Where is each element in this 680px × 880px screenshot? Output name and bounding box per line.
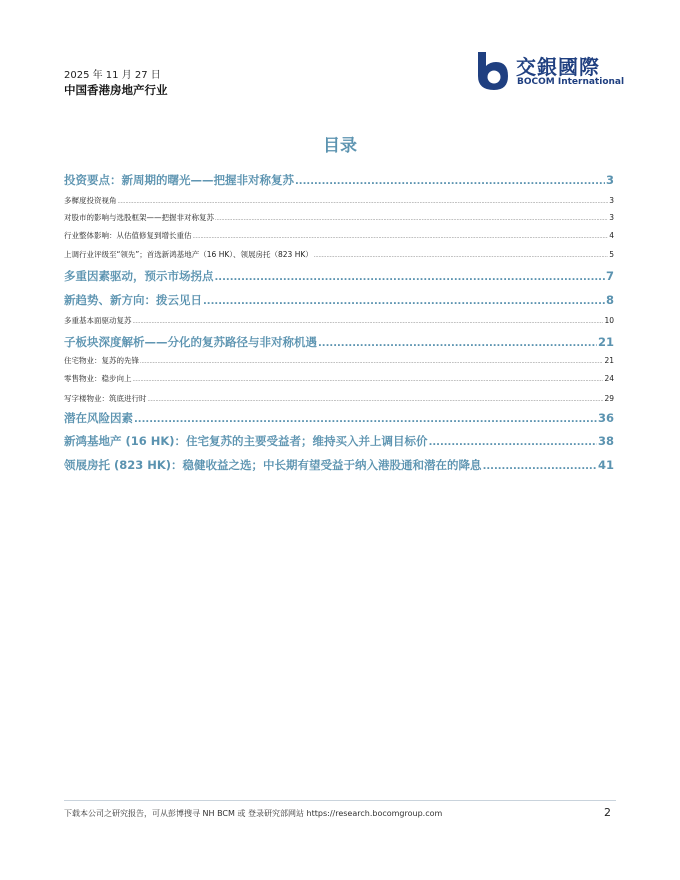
toc-dot-leader — [193, 234, 609, 240]
toc-entry-label: 写字楼物业：筑底进行时 — [64, 394, 147, 403]
toc-entry-label: 多重因素驱动，预示市场拐点 — [64, 269, 214, 283]
toc-entry-page: 24 — [604, 374, 614, 383]
toc-entry-label: 潜在风险因素 — [64, 411, 133, 425]
toc-entry-page: 10 — [604, 316, 614, 325]
toc-dot-leader — [134, 414, 597, 425]
logo-english-name: BOCOM International — [517, 77, 625, 87]
report-sector: 中国香港房地产行业 — [64, 83, 168, 97]
toc-entry-page: 3 — [605, 173, 614, 187]
toc-entry-page: 3 — [609, 196, 614, 205]
toc-entry-11[interactable] — [64, 373, 614, 384]
toc-dot-leader — [118, 199, 609, 205]
toc-entry-label: 零售物业：稳步向上 — [64, 374, 132, 383]
company-logo — [474, 50, 624, 92]
toc-entry-7[interactable] — [64, 292, 614, 308]
toc-entry-page: 21 — [597, 335, 614, 349]
toc-entry-page: 29 — [604, 394, 614, 403]
report-date: 2025 年 11 月 27 日 — [64, 70, 161, 81]
toc-entry-label: 新趋势、新方向：拨云见日 — [64, 293, 202, 307]
toc-dot-leader — [429, 437, 597, 448]
toc-dot-leader — [203, 296, 605, 307]
toc-entry-page: 38 — [597, 434, 614, 448]
toc-entry-label: 住宅物业：复苏的先锋 — [64, 356, 139, 365]
toc-title: 目录 — [323, 136, 357, 156]
toc-entry-1[interactable] — [64, 172, 614, 188]
toc-entry-page: 5 — [609, 250, 614, 259]
toc-dot-leader — [483, 461, 597, 472]
toc-entry-page: 41 — [597, 458, 614, 472]
toc-entry-label: 新鸿基地产 (16 HK)：住宅复苏的主要受益者；维持买入并上调目标价 — [64, 434, 428, 448]
toc-dot-leader — [148, 397, 604, 403]
toc-entry-4[interactable] — [64, 230, 614, 241]
toc-entry-3[interactable] — [64, 212, 614, 223]
toc-entry-14[interactable] — [64, 433, 614, 449]
toc-entry-page: 3 — [609, 213, 614, 222]
toc-entry-label: 投资要点：新周期的曙光——把握非对称复苏 — [64, 173, 294, 187]
toc-dot-leader — [295, 176, 605, 187]
footer-text: 下载本公司之研究报告，可从彭博搜寻 NH BCM 或 登录研究部网站 https://research.bocomgroup.com — [64, 809, 443, 818]
bocom-logo-icon — [474, 50, 512, 92]
page-number: 2 — [604, 806, 611, 819]
toc-dot-leader — [215, 216, 608, 222]
toc-dot-leader — [215, 272, 605, 283]
toc-entry-12[interactable] — [64, 393, 614, 404]
toc-entry-5[interactable] — [64, 249, 614, 260]
toc-dot-leader — [318, 338, 597, 349]
toc-entry-2[interactable] — [64, 195, 614, 206]
toc-entry-label: 多重基本面驱动复苏 — [64, 316, 132, 325]
toc-entry-label: 领展房托 (823 HK)：稳健收益之选；中长期有望受益于纳入港股通和潜在的降息 — [64, 458, 482, 472]
toc-entry-15[interactable] — [64, 457, 614, 473]
toc-entry-page: 4 — [609, 231, 614, 240]
toc-entry-label: 子板块深度解析——分化的复苏路径与非对称机遇 — [64, 335, 317, 349]
toc-entry-page: 21 — [604, 356, 614, 365]
toc-dot-leader — [140, 359, 603, 365]
toc-entry-label: 上调行业评级至“领先”；首选新鸿基地产（16 HK）、领展房托（823 HK） — [64, 250, 313, 259]
toc-entry-13[interactable] — [64, 410, 614, 426]
toc-entry-label: 对股市的影响与选股框架——把握非对称复苏 — [64, 213, 214, 222]
toc-dot-leader — [314, 253, 608, 259]
toc-entry-9[interactable] — [64, 334, 614, 350]
toc-dot-leader — [133, 319, 604, 325]
toc-entry-page: 8 — [605, 293, 614, 307]
toc-entry-label: 多樨度投资视角 — [64, 196, 117, 205]
toc-dot-leader — [133, 377, 604, 383]
logo-chinese-name: 交銀國際 — [516, 55, 600, 79]
toc-entry-page: 7 — [605, 269, 614, 283]
toc-entry-page: 36 — [597, 411, 614, 425]
toc-entry-10[interactable] — [64, 355, 614, 366]
toc-entry-8[interactable] — [64, 315, 614, 326]
toc-entry-label: 行业整体影响：从估值修复到增长重估 — [64, 231, 192, 240]
toc-entry-6[interactable] — [64, 268, 614, 284]
footer-divider — [64, 800, 616, 801]
